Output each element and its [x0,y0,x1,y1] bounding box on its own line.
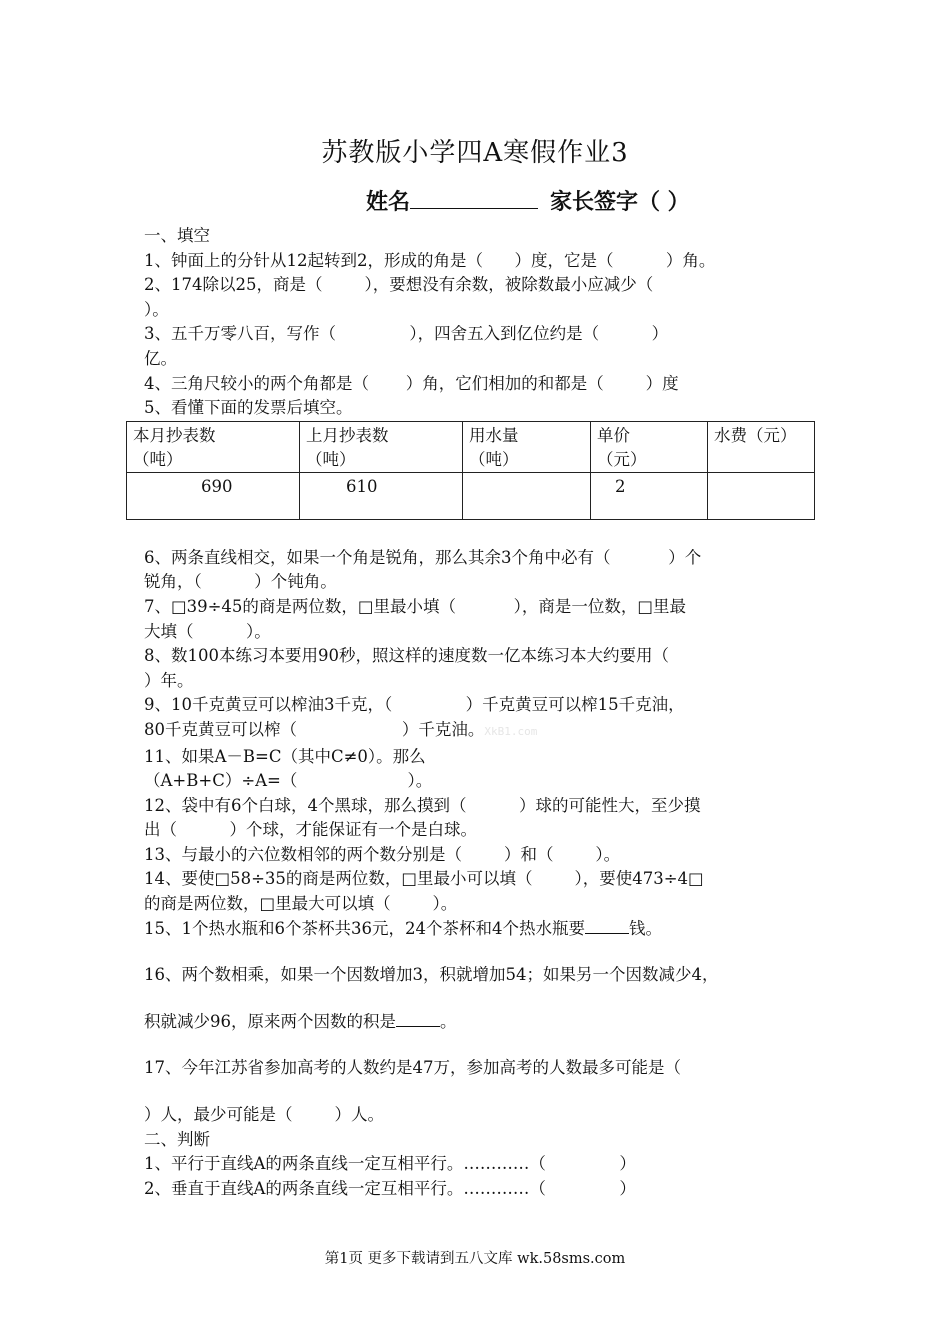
table-header-row [127,421,815,472]
question-13: 13、与最小的六位数相邻的两个数分别是（ ）和（ ）。 [144,844,621,864]
question-7-cont: 大填（ ）。 [144,621,271,641]
question-6-cont: 锐角，（ ）个钝角。 [144,572,337,592]
question-2-cont: ）。 [144,299,169,319]
parent-sign-label: 家长签字（ ） [550,190,690,215]
page-title: 苏教版小学四A寒假作业3 [321,138,629,168]
question-15-end: 钱。 [628,918,662,938]
question-7: 7、□39÷45的商是两位数，□里最小填（ ），商是一位数，□里最 [144,596,687,616]
answer-blank-16[interactable] [396,1010,440,1027]
question-9-cont: 80千克黄豆可以榨（ ）千克油。 [144,719,485,739]
header-unit-price: 单价 （元） [591,421,708,472]
question-12-cont: 出（ ）个球，才能保证有一个是白球。 [144,820,477,840]
cell-current-reading: 690 [127,472,300,519]
question-3: 3、五千万零八百，写作（ ），四舍五入到亿位约是（ ） [144,324,669,344]
question-17: 17、今年江苏省参加高考的人数约是47万，参加高考的人数最多可能是（ [144,1058,681,1078]
question-16: 16、两个数相乘，如果一个因数增加3，积就增加54；如果另一个因数减少4， [144,965,719,985]
cell-unit-price: 2 [591,472,708,519]
question-11-cont: （A+B+C）÷A=（ ）。 [144,771,433,791]
section-heading-judge: 二、判断 [144,1129,210,1149]
table-row [127,472,815,519]
name-label: 姓名 [366,190,411,215]
watermark: XkB1.com [484,724,538,738]
question-17-cont: ）人，最少可能是（ ）人。 [144,1105,384,1125]
question-15: 15、1个热水瓶和6个茶杯共36元，24个茶杯和4个热水瓶要 [144,918,585,938]
page-footer: 第1页 更多下载请到五八文库 wk.58sms.com [324,1251,626,1267]
question-14: 14、要使□58÷35的商是两位数，□里最小可以填（ ），要使473÷4□ [144,869,704,889]
question-5: 5、看懂下面的发票后填空。 [144,398,353,418]
question-6: 6、两条直线相交，如果一个角是锐角，那么其余3个角中必有（ ）个 [144,547,702,567]
question-8-cont: ）年。 [144,670,194,690]
question-14-cont: 的商是两位数，□里最大可以填（ ）。 [144,894,458,914]
judge-2: 2、垂直于直线A的两条直线一定互相平行。…………（ ） [144,1178,636,1198]
question-2: 2、174除以25，商是（ ），要想没有余数，被除数最小应减少（ [144,275,654,295]
header-current-reading: 本月抄表数 （吨） [127,421,300,472]
question-11: 11、如果A－B=C（其中C≠0）。那么 [144,746,426,766]
question-3-cont: 亿。 [144,348,177,368]
name-row [366,185,690,216]
cell-water-used[interactable] [463,472,591,519]
answer-blank-15[interactable] [585,917,629,934]
judge-1: 1、平行于直线A的两条直线一定互相平行。…………（ ） [144,1154,636,1174]
question-9: 9、10千克黄豆可以榨油3千克，（ ）千克黄豆可以榨15千克油， [144,695,685,715]
header-water-fee: 水费（元） [708,421,815,472]
section-heading-fill: 一、填空 [144,226,210,245]
question-8: 8、数100本练习本要用90秒，照这样的速度数一亿本练习本大约要用（ [144,646,669,666]
question-9-cont-row [144,718,824,745]
question-4: 4、三角尺较小的两个角都是（ ）角，它们相加的和都是（ ）度 [144,373,679,393]
header-water-used: 用水量 （吨） [463,421,591,472]
question-16-cont: 积就减少96，原来两个因数的积是 [144,1011,396,1031]
question-16-end: 。 [440,1011,457,1031]
name-blank[interactable] [410,188,538,209]
question-16-cont-row [144,1010,824,1035]
question-15-row [144,917,824,942]
cell-previous-reading: 610 [300,472,463,519]
question-12: 12、袋中有6个白球，4个黑球，那么摸到（ ）球的可能性大，至少摸 [144,795,701,815]
question-1: 1、钟面上的分针从12起转到2，形成的角是（ ）度，它是（ ）角。 [144,250,716,270]
header-previous-reading: 上月抄表数 （吨） [300,421,463,472]
water-bill-table [126,421,815,520]
worksheet-content [133,224,824,1201]
cell-water-fee[interactable] [708,472,815,519]
